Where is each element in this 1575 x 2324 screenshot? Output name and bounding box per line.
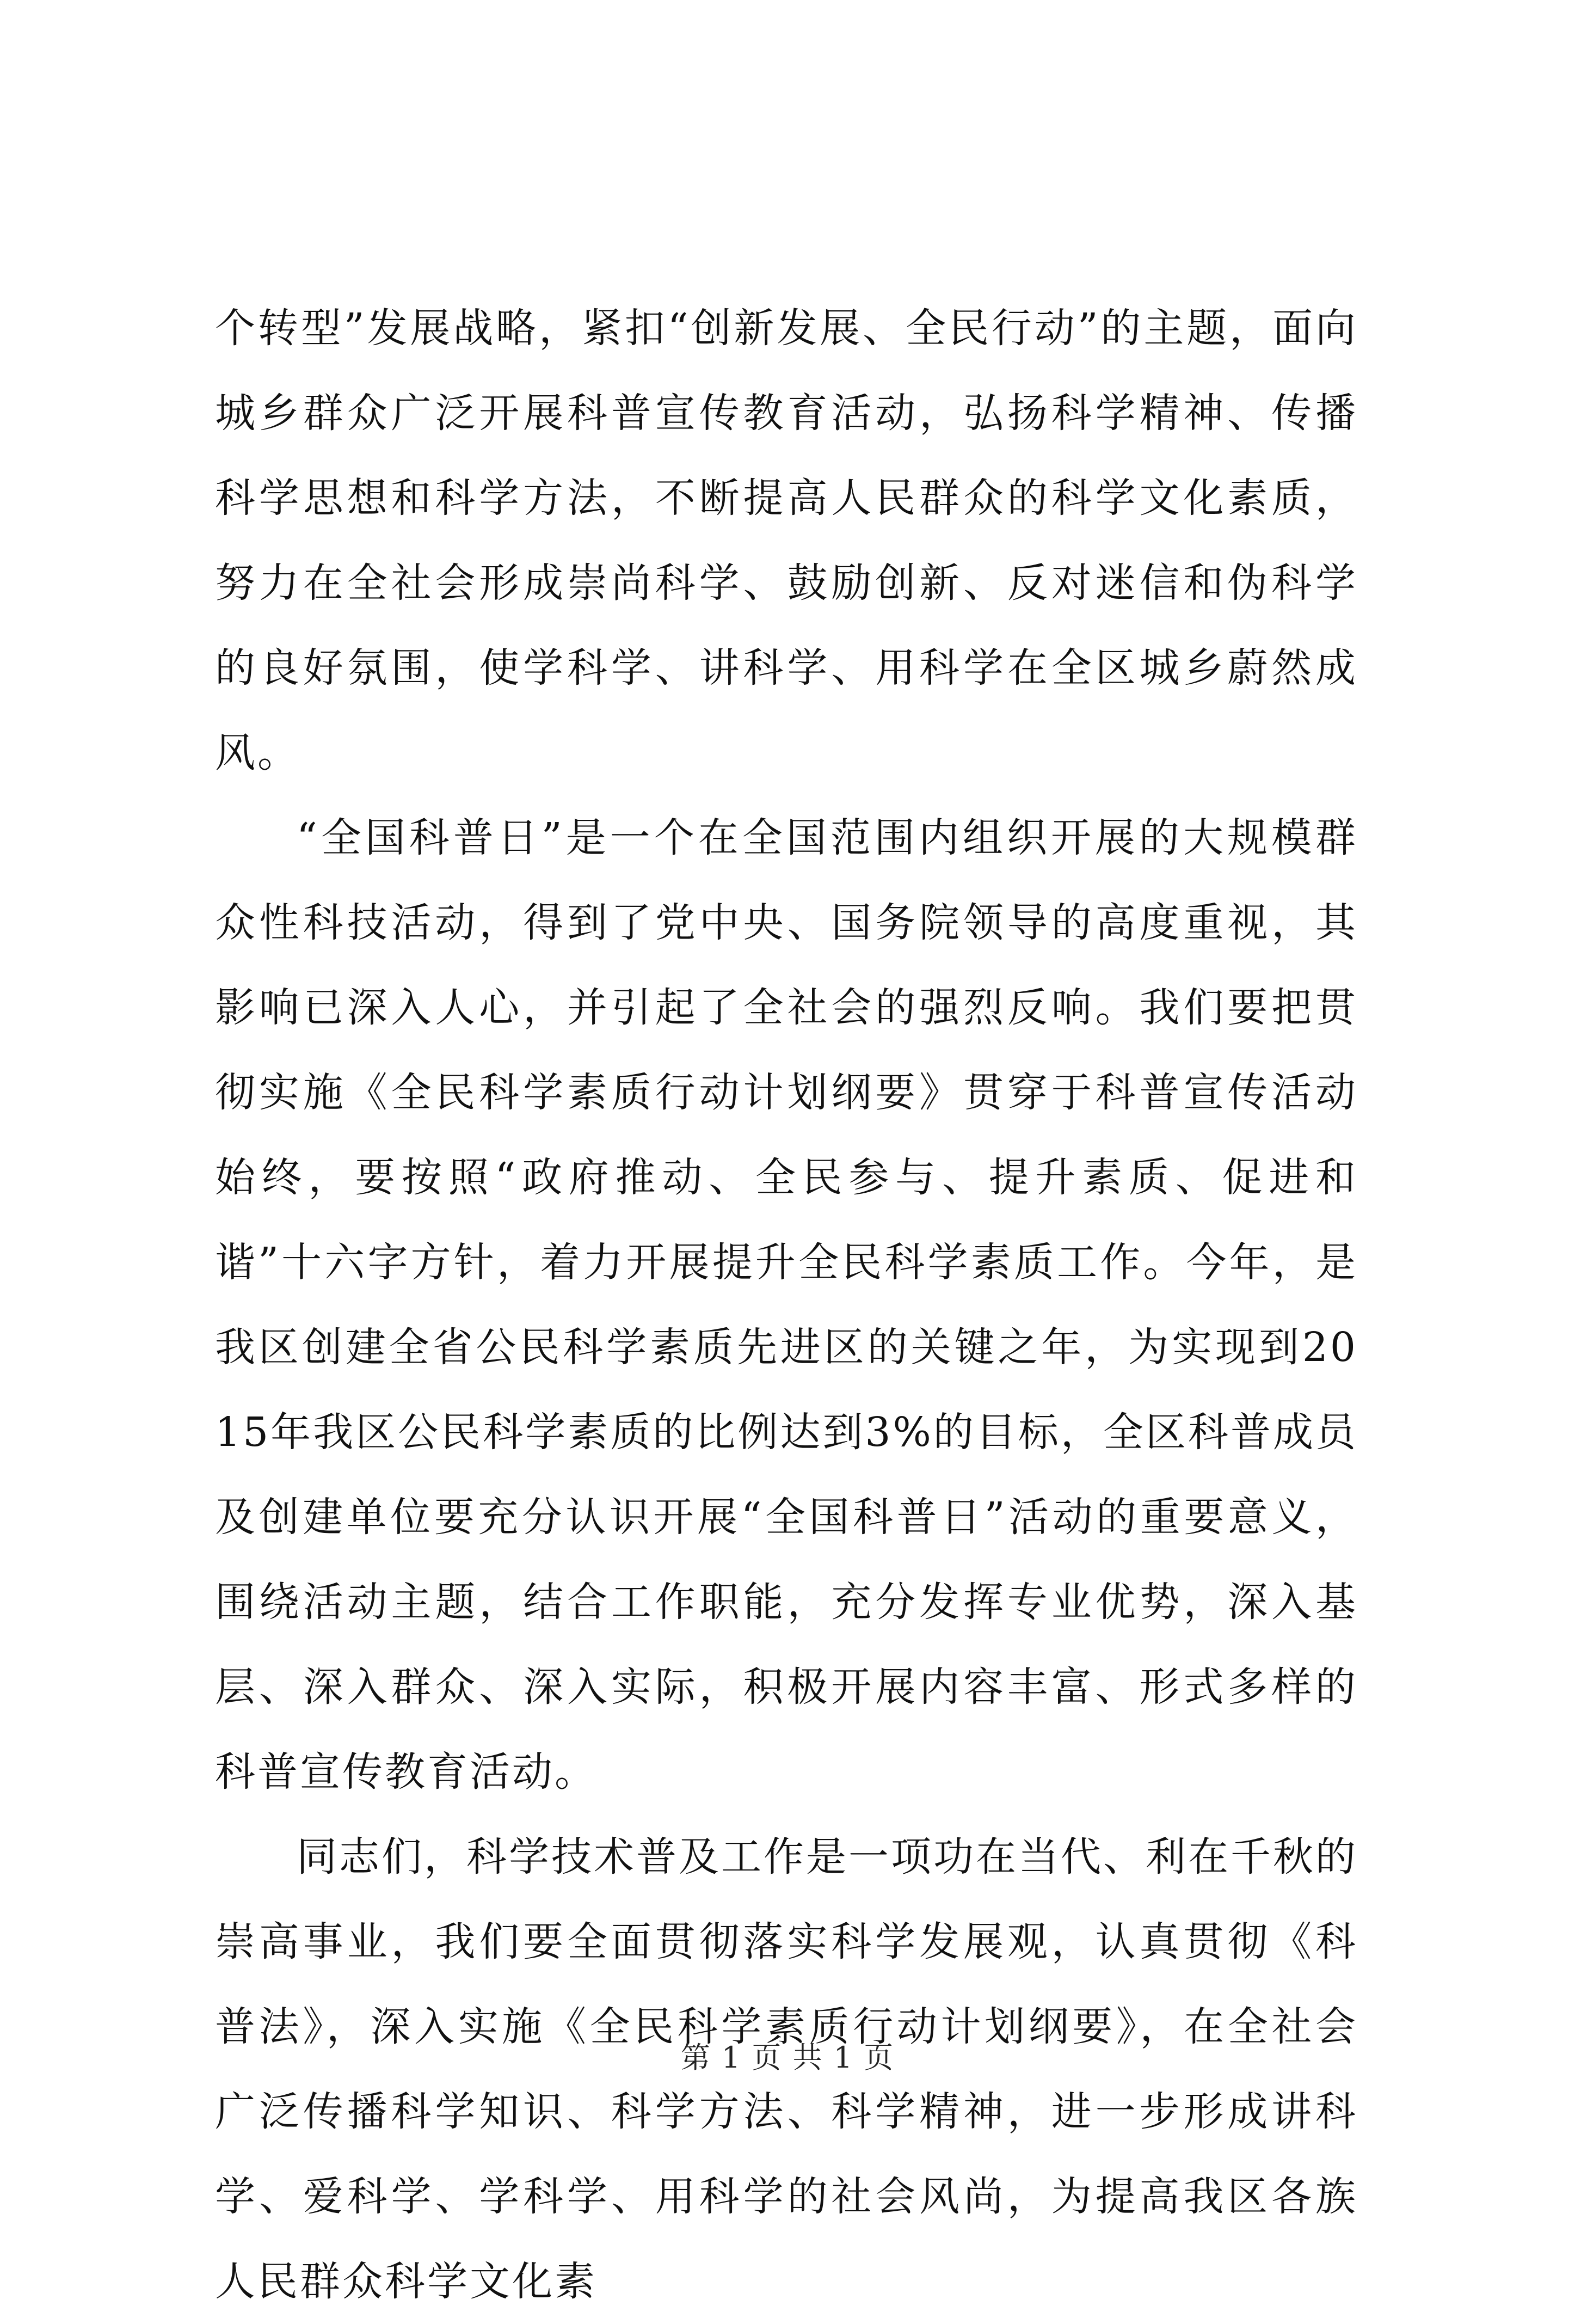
page-footer: 第 1 页 共 1 页 xyxy=(680,2040,895,2075)
paragraph-2: “全国科普日”是一个在全国范围内组织开展的大规模群众性科技活动，得到了党中央、国务院领导的高度重视，其影响已深入人心，并引起了全社会的强烈反响。我们要把贯彻实施《全民科学素质行动计划纲要》贯穿于科普宣传活动始终，要按照“政府推动、全民参与、提升素质、促进和谐”十六字方针，着力开展提升全民科学素质工作。今年，是我区创建全省公民科学素质先进区的关键之年，为实现到2015年我区公民科学素质的比例达到3%的目标，全区科普成员及创建单位要充分认识开展“全国科普日”活动的重要意义，围绕活动主题，结合工作职能，充分发挥专业优势，深入基层、深入群众、深入实际，积极开展内容丰富、形式多样的科普宣传教育活动。 xyxy=(215,814,1358,1795)
paragraph-3: 同志们，科学技术普及工作是一项功在当代、利在千秋的崇高事业，我们要全面贯彻落实科学发展观，认真贯彻《科普法》，深入实施《全民科学素质行动计划纲要》，在全社会广泛传播科学知识、科学方法、科学精神，进一步形成讲科学、爱科学、学科学、用科学的社会风尚，为提高我区各族人民群众科学文化素 xyxy=(215,1834,1358,2305)
paragraph-1: 个转型”发展战略，紧扣“创新发展、全民行动”的主题，面向城乡群众广泛开展科普宣传教育活动，弘扬科学精神、传播科学思想和科学方法，不断提高人民群众的科学文化素质，努力在全社会形成崇尚科学、鼓励创新、反对迷信和伪科学的良好氛围，使学科学、讲科学、用科学在全区城乡蔚然成风。 xyxy=(215,305,1358,776)
body-text xyxy=(215,286,1358,2324)
